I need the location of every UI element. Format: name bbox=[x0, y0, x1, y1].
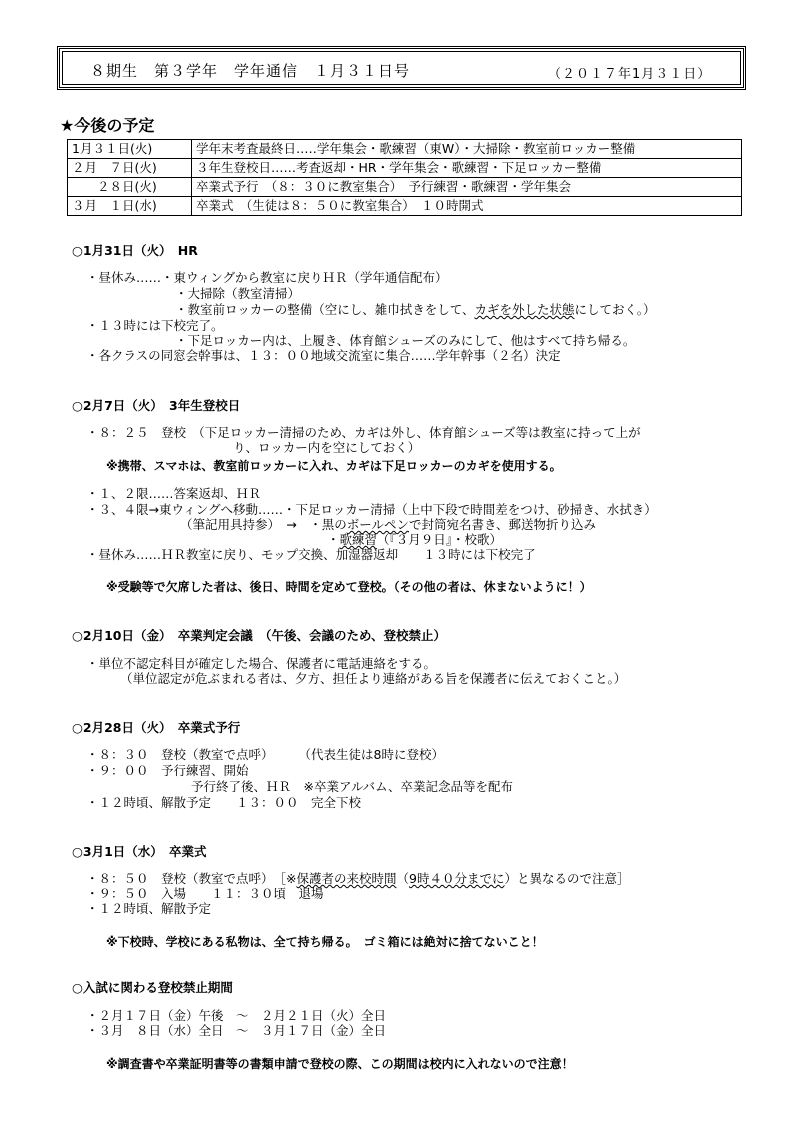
section-heading: ○入試に関わる登校禁止期間 bbox=[72, 980, 233, 995]
list-item bbox=[86, 871, 630, 886]
list-item: ・３月 ８日（水）全日 ～ ３月１７日（金）全日 bbox=[86, 1023, 387, 1038]
list-item: ・昼休み……・東ウィングから教室に戻りＨＲ（学年通信配布） bbox=[86, 270, 448, 285]
emphasis-text: 歌練習 bbox=[339, 532, 378, 547]
text-span: ・ bbox=[327, 532, 340, 547]
list-item bbox=[175, 302, 656, 317]
schedule-date: ３月 １日(水) bbox=[68, 197, 192, 216]
note: ※下校時、学校にある私物は、全て持ち帰る。 ゴミ箱には絶対に捨てないこと！ bbox=[106, 935, 544, 949]
emphasis-text: ボールペン bbox=[346, 517, 409, 532]
text-span: にしておく。） bbox=[574, 302, 656, 317]
list-item: 予行終了後、ＨＲ ※卒業アルバム、卒業記念品等を配布 bbox=[191, 779, 513, 794]
list-item: ・８：３０ 登校（教室で点呼） （代表生徒は8時に登校） bbox=[86, 747, 444, 762]
table-row bbox=[68, 159, 742, 178]
schedule-date: ２８日(火) bbox=[68, 178, 192, 197]
list-item: ・下足ロッカー内は、上履き、体育館シューズのみにして、他はすべて持ち帰る。 bbox=[175, 333, 636, 348]
list-item: ・１、２限……答案返却、ＨＲ bbox=[86, 486, 262, 501]
list-item: ・各クラスの同窓会幹事は、１３：００地域交流室に集合……学年幹事（２名）決定 bbox=[86, 348, 561, 363]
emphasis-text: カギを外した状態 bbox=[474, 302, 575, 317]
list-item: ・９：００ 予行練習、開始 bbox=[86, 763, 249, 778]
list-item: ・昼休み……ＨＲ教室に戻り、モップ交換、加湿器返却 １３時には下校完了 bbox=[86, 547, 536, 562]
list-item: ・２月１７日（金）午後 ～ ２月２１日（火）全日 bbox=[86, 1008, 387, 1023]
text-span: （『３月９日』・校歌） bbox=[377, 532, 503, 547]
schedule-table bbox=[67, 139, 742, 216]
schedule-content: ３年生登校日……考査返却・HR・学年集会・歌練習・下足ロッカー整備 bbox=[192, 159, 742, 178]
list-item: ・１３時には下校完了。 bbox=[86, 318, 224, 333]
schedule-date: 1月３１日(火) bbox=[68, 140, 192, 159]
text-span: ・教室前ロッカーの整備（空にし、雑巾拭きをして、 bbox=[175, 302, 475, 317]
list-item: ・８：２５ 登校 （下足ロッカー清掃のため、カギは外し、体育館シューズ等は教室に持って上が bbox=[86, 425, 641, 440]
section-heading: ○2月7日（火） 3年生登校日 bbox=[72, 398, 241, 413]
emphasis-text: 保護者の来校時間 bbox=[296, 871, 397, 886]
section-heading: ○1月31日（火） HR bbox=[72, 243, 198, 258]
table-row bbox=[68, 197, 742, 216]
list-item: ・単位不認定科目が確定した場合、保護者に電話連絡をする。 bbox=[86, 656, 437, 671]
list-item: ・９：５０ 入場 １１：３０頃 退場 bbox=[86, 886, 324, 901]
list-item: ・１２時頃、解散予定 １３：００ 完全下校 bbox=[86, 795, 362, 810]
text-span: （ bbox=[396, 871, 410, 886]
section-heading: ○2月10日（金） 卒業判定会議 （午後、会議のため、登校禁止） bbox=[72, 628, 447, 643]
schedule-heading: ★今後の予定 bbox=[60, 116, 155, 135]
list-item bbox=[327, 532, 502, 547]
newsletter-title: ８期生 第３学年 学年通信 １月３１日号 bbox=[90, 62, 411, 80]
text-span: で封筒宛名書き、郵送物折り込み bbox=[409, 517, 597, 532]
table-row bbox=[68, 178, 742, 197]
list-item: ・３、４限→東ウィングへ移動……・下足ロッカー清掃（上中下段で時間差をつけ、砂掃き、水拭き） bbox=[86, 502, 657, 517]
note: ※受験等で欠席した者は、後日、時間を定めて登校。（その他の者は、休まないように！） bbox=[106, 580, 592, 594]
list-item bbox=[180, 517, 596, 532]
note: ※携帯、スマホは、教室前ロッカーに入れ、カギは下足ロッカーのカギを使用する。 bbox=[106, 459, 562, 473]
note: ※調査書や卒業証明書等の書類申請で登校の際、この期間は校内に入れないので注意！ bbox=[106, 1057, 574, 1071]
text-span: （筆記用具持参） → ・黒の bbox=[180, 517, 347, 532]
text-span: ・８：５０ 登校（教室で点呼） ［※ bbox=[86, 871, 297, 886]
text-span: ）と異なるので注意］ bbox=[504, 871, 630, 886]
table-row bbox=[68, 140, 742, 159]
schedule-content: 学年末考査最終日…‥学年集会・歌練習（東W）・大掃除・教室前ロッカー整備 bbox=[192, 140, 742, 159]
schedule-content: 卒業式予行 （８：３０に教室集合） 予行練習・歌練習・学年集会 bbox=[192, 178, 742, 197]
section-heading: ○2月28日（火） 卒業式予行 bbox=[72, 720, 241, 735]
newsletter-date: （２０１７年1月３１日） bbox=[548, 67, 712, 82]
schedule-content: 卒業式 （生徒は８：５０に教室集合） １０時開式 bbox=[192, 197, 742, 216]
section-heading: ○3月1日（水） 卒業式 bbox=[72, 844, 207, 859]
list-item: （単位認定が危ぶまれる者は、夕方、担任より連絡がある旨を保護者に伝えておくこと。） bbox=[120, 671, 627, 686]
list-item: ・大掃除（教室清掃） bbox=[175, 286, 301, 301]
emphasis-text: 9時４０分までに bbox=[409, 871, 505, 886]
list-item: ・１２時頃、解散予定 bbox=[86, 901, 212, 916]
list-item: り、ロッカー内を空にしておく） bbox=[233, 440, 421, 455]
schedule-date: ２月 ７日(火) bbox=[68, 159, 192, 178]
